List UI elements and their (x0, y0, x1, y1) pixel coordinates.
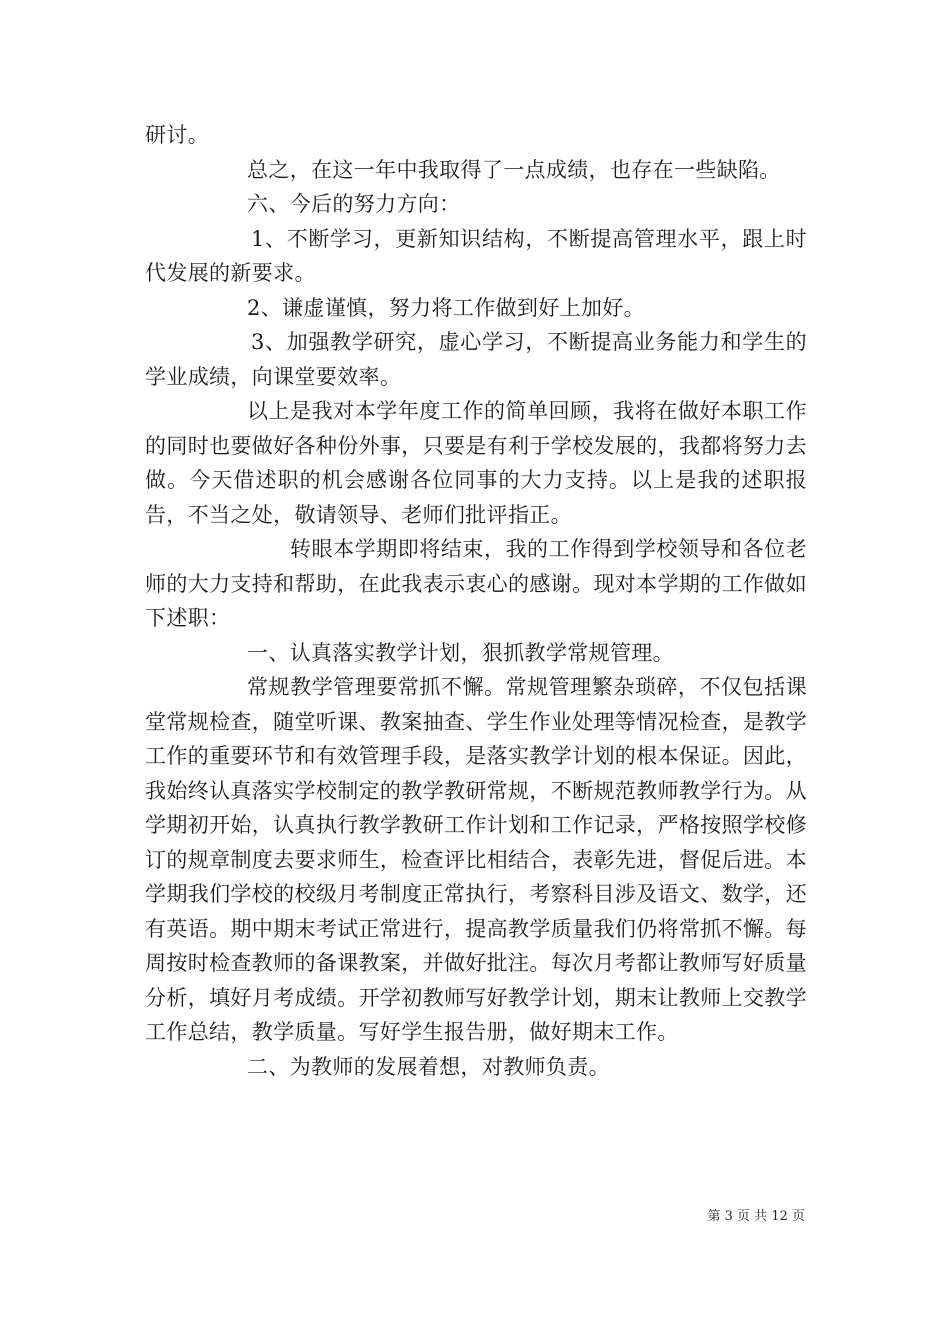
paragraph-research: 研讨。 (145, 123, 210, 147)
section-heading-teacher-development: 二、为教师的发展着想，对教师负责。 (247, 1054, 610, 1079)
section-heading-teaching-plan: 一、认真落实教学计划，狠抓教学常规管理。 (247, 640, 674, 665)
document-body (145, 118, 807, 1084)
list-item-1: 1、不断学习，更新知识结构，不断提高管理水平，跟上时代发展的新要求。 (145, 226, 807, 285)
list-item-2: 2、谦虚谨慎，努力将工作做到好上加好。 (247, 295, 646, 320)
paragraph-routine-management: 常规教学管理要常抓不懈。常规管理繁杂琐碎，不仅包括课堂常规检查，随堂听课、教案抽查、学生作业处理等情况检查，是教学工作的重要环节和有效管理手段，是落实教学计划的根本保证。因此，我始终认真落实学校制定的教学教研常规，不断规范教师教学行为。从学期初开始，认真执行教学教研工作计划和工作记录，严格按照学校修订的规章制度去要求师生，检查评比相结合，表彰先进，督促后进。本学期我们学校的校级月考制度正常执行，考察科目涉及语文、数学，还有英语。期中期末考试正常进行，提高教学质量我们仍将常抓不懈。每周按时检查教师的备课教案，并做好批注。每次月考都让教师写好质量分析，填好月考成绩。开学初教师写好教学计划，期末让教师上交教学工作总结，教学质量。写好学生报告册，做好期末工作。 (145, 675, 807, 1044)
paragraph-semester-intro: 转眼本学期即将结束，我的工作得到学校领导和各位老师的大力支持和帮助，在此我表示衷心的感谢。现对本学期的工作做如下述职： (145, 537, 807, 630)
list-item-3: 3、加强教学研究，虚心学习，不断提高业务能力和学生的学业成绩，向课堂要效率。 (145, 330, 807, 389)
section-heading-future-direction: 六、今后的努力方向： (247, 192, 461, 216)
paragraph-review: 以上是我对本学年度工作的简单回顾，我将在做好本职工作的同时也要做好各种份外事，只要是有利于学校发展的，我都将努力去做。今天借述职的机会感谢各位同事的大力支持。以上是我的述职报告，不当之处，敬请领导、老师们批评指正。 (145, 399, 807, 527)
page-number-footer: 第 3 页 共 12 页 (707, 1209, 805, 1224)
paragraph-summary: 总之，在这一年中我取得了一点成绩，也存在一些缺陷。 (247, 157, 781, 182)
